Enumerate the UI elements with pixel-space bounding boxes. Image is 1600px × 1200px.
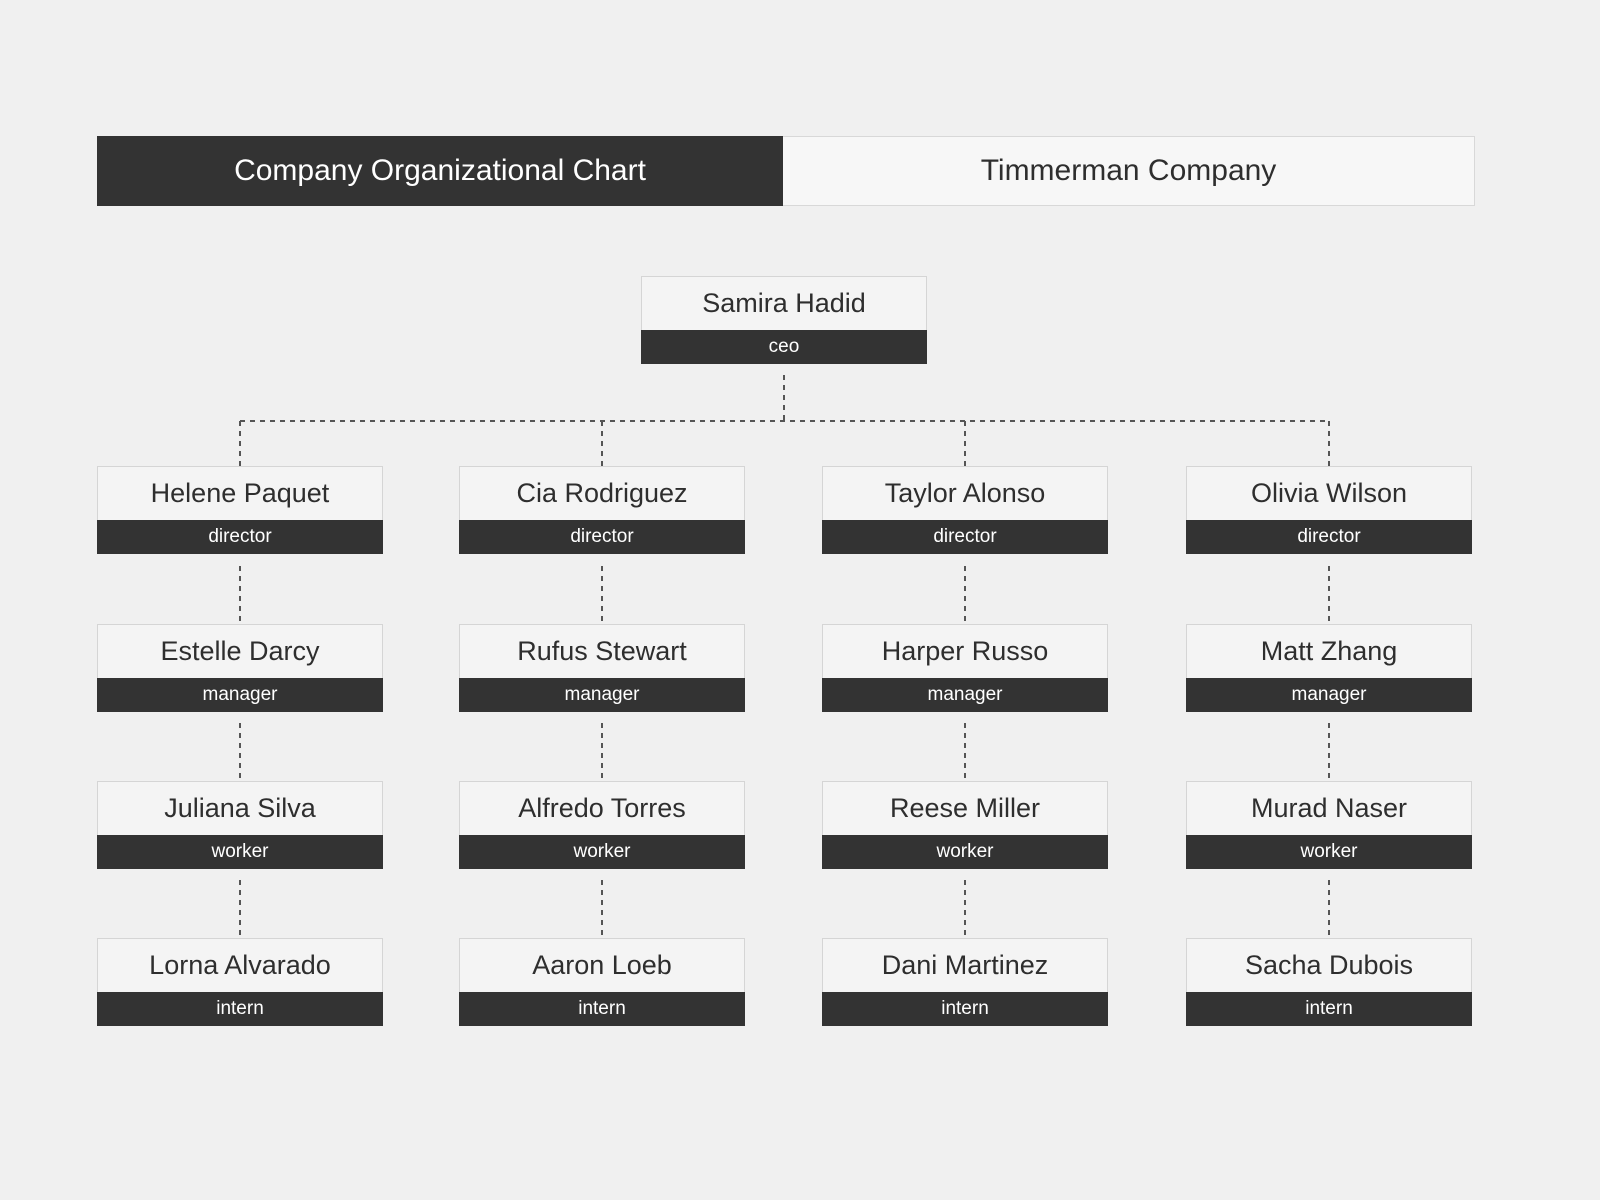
node-role: ceo [641, 330, 927, 364]
node-role: worker [822, 835, 1108, 869]
org-node-director-1[interactable] [97, 466, 383, 554]
node-name: Aaron Loeb [459, 938, 745, 992]
node-name: Taylor Alonso [822, 466, 1108, 520]
node-role: manager [97, 678, 383, 712]
org-node-worker-1[interactable] [97, 781, 383, 869]
node-name: Murad Naser [1186, 781, 1472, 835]
node-role: director [1186, 520, 1472, 554]
org-node-intern-3[interactable] [822, 938, 1108, 1026]
org-node-worker-4[interactable] [1186, 781, 1472, 869]
node-name: Sacha Dubois [1186, 938, 1472, 992]
org-node-manager-2[interactable] [459, 624, 745, 712]
node-name: Reese Miller [822, 781, 1108, 835]
node-role: manager [1186, 678, 1472, 712]
org-node-intern-2[interactable] [459, 938, 745, 1026]
node-role: director [97, 520, 383, 554]
node-name: Dani Martinez [822, 938, 1108, 992]
org-node-worker-3[interactable] [822, 781, 1108, 869]
node-name: Estelle Darcy [97, 624, 383, 678]
node-name: Olivia Wilson [1186, 466, 1472, 520]
node-role: worker [1186, 835, 1472, 869]
org-node-intern-4[interactable] [1186, 938, 1472, 1026]
org-node-director-3[interactable] [822, 466, 1108, 554]
node-name: Harper Russo [822, 624, 1108, 678]
node-name: Alfredo Torres [459, 781, 745, 835]
org-node-director-4[interactable] [1186, 466, 1472, 554]
org-node-manager-3[interactable] [822, 624, 1108, 712]
org-node-director-2[interactable] [459, 466, 745, 554]
org-node-manager-4[interactable] [1186, 624, 1472, 712]
node-name: Cia Rodriguez [459, 466, 745, 520]
org-node-manager-1[interactable] [97, 624, 383, 712]
node-role: intern [459, 992, 745, 1026]
node-name: Juliana Silva [97, 781, 383, 835]
node-name: Lorna Alvarado [97, 938, 383, 992]
org-node-intern-1[interactable] [97, 938, 383, 1026]
node-role: worker [97, 835, 383, 869]
node-name: Samira Hadid [641, 276, 927, 330]
company-name: Timmerman Company [783, 136, 1475, 206]
node-role: worker [459, 835, 745, 869]
chart-title: Company Organizational Chart [97, 136, 783, 206]
node-name: Helene Paquet [97, 466, 383, 520]
node-role: manager [459, 678, 745, 712]
node-role: intern [97, 992, 383, 1026]
org-node-ceo[interactable] [641, 276, 927, 364]
node-role: director [459, 520, 745, 554]
node-role: intern [822, 992, 1108, 1026]
node-role: manager [822, 678, 1108, 712]
node-name: Matt Zhang [1186, 624, 1472, 678]
node-name: Rufus Stewart [459, 624, 745, 678]
org-node-worker-2[interactable] [459, 781, 745, 869]
node-role: director [822, 520, 1108, 554]
node-role: intern [1186, 992, 1472, 1026]
